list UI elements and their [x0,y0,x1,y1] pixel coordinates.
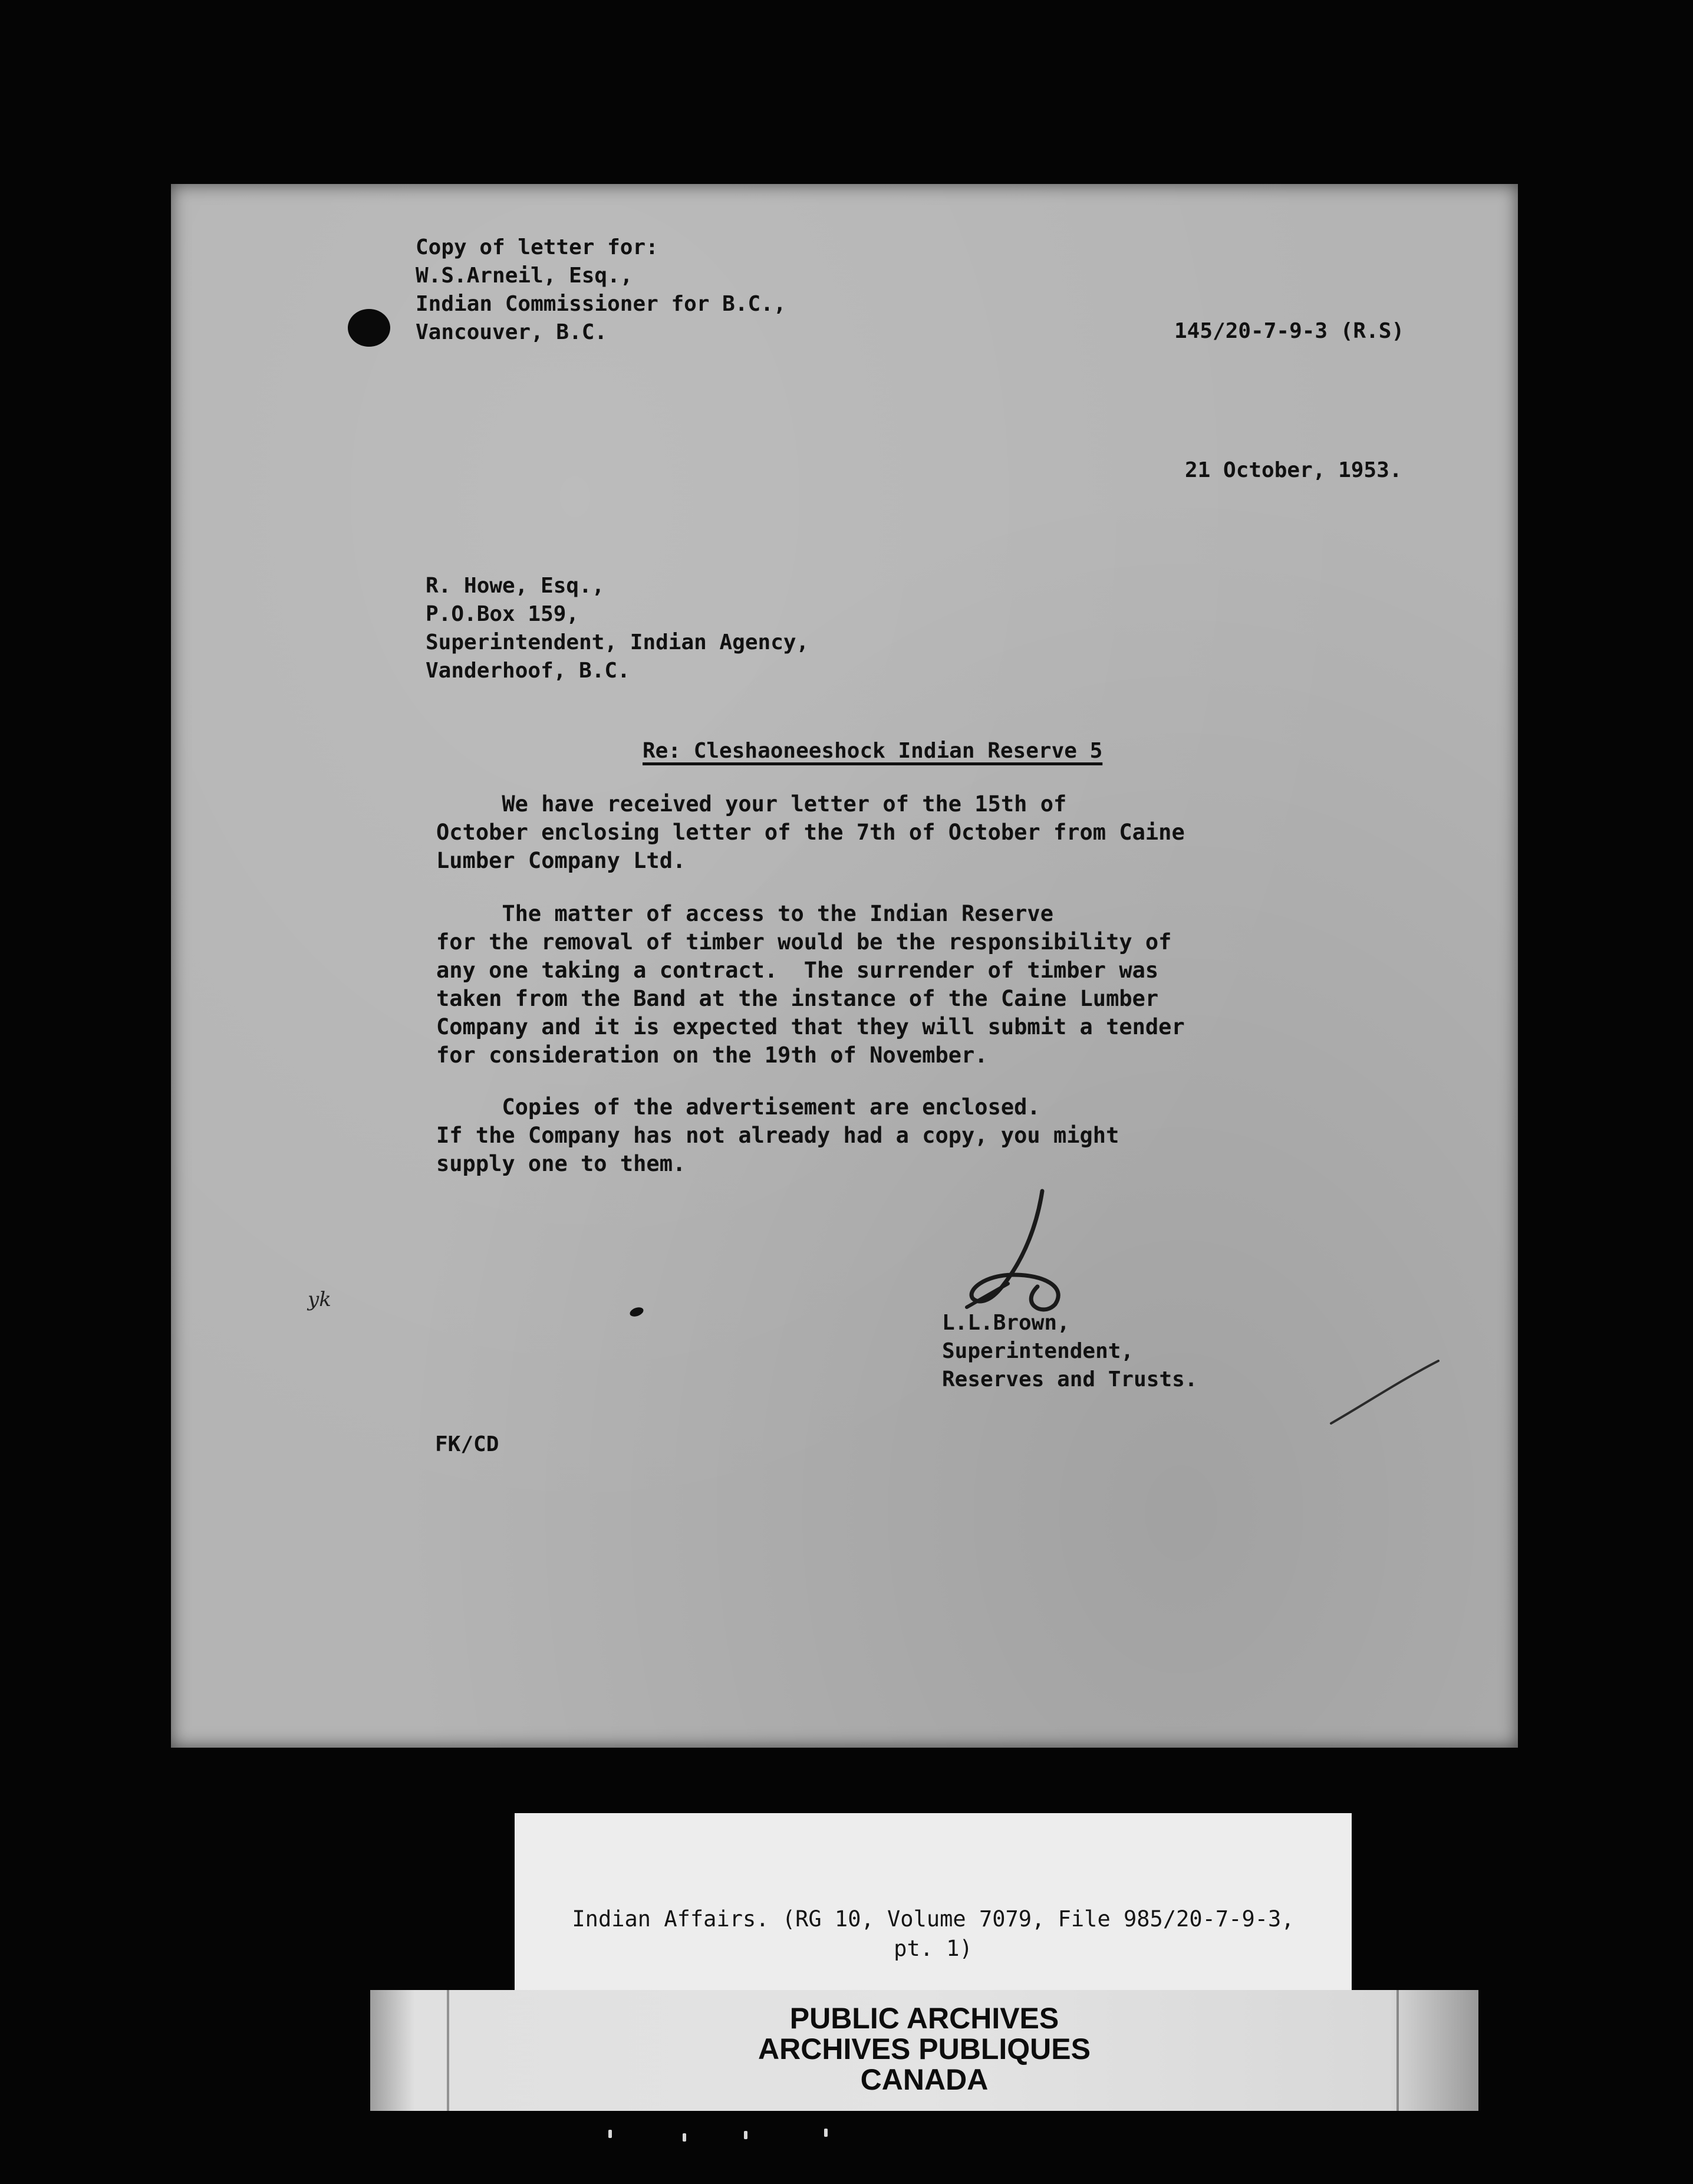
archive-line: ARCHIVES PUBLIQUES [758,2032,1091,2065]
recipient-line: P.O.Box 159, [426,602,579,626]
copy-header [416,233,786,347]
paragraph-line: supply one to them. [436,1151,686,1176]
archive-line: PUBLIC ARCHIVES [789,2002,1059,2035]
pen-stroke [1329,1357,1441,1428]
paragraph-1 [436,790,1185,875]
paragraph-line: Lumber Company Ltd. [436,848,686,873]
copy-header-line: Vancouver, B.C. [416,320,608,344]
copy-header-line: W.S.Arneil, Esq., [416,264,633,288]
handwritten-signature [955,1186,1096,1322]
recipient-line: Vanderhoof, B.C. [426,659,630,683]
paragraph-line: taken from the Band at the instance of the Caine Lumber [436,986,1159,1011]
margin-initials: yk [308,1288,331,1311]
paragraph-line: for consideration on the 19th of November. [436,1042,988,1068]
paragraph-2 [436,900,1185,1070]
paragraph-line: for the removal of timber would be the responsibility of [436,929,1172,955]
film-speck [683,2133,686,2142]
archive-line: CANADA [860,2063,989,2096]
paragraph-line: any one taking a contract. The surrender of timber was [436,958,1159,983]
paragraph-line: Copies of the advertisement are enclosed. [436,1094,1040,1120]
subject-line: Re: Cleshaoneeshock Indian Reserve 5 [643,739,1103,763]
copy-header-line: Copy of letter for: [416,235,658,259]
ink-dot [628,1305,644,1318]
paragraph-3 [436,1093,1119,1178]
letter-date: 21 October, 1953. [1185,458,1402,482]
paragraph-line: We have received your letter of the 15th of [436,791,1067,817]
recipient-line: R. Howe, Esq., [426,574,605,598]
citation-card [515,1813,1352,1990]
recipient-address [426,572,809,685]
citation-text: Indian Affairs. (RG 10, Volume 7079, File 985/20-7-9-3, pt. 1) [572,1906,1295,1961]
signature-line: Reserves and Trusts. [942,1367,1198,1392]
file-reference: 145/20-7-9-3 (R.S) [1174,319,1405,343]
film-speck [744,2131,747,2139]
paragraph-line: Company and it is expected that they will submit a tender [436,1014,1185,1040]
letter-sheet [171,184,1518,1748]
archive-title [370,2003,1478,2095]
recipient-line: Superintendent, Indian Agency, [426,630,809,654]
paragraph-line: October enclosing letter of the 7th of October from Caine [436,820,1185,845]
signature-line: L.L.Brown, [942,1311,1070,1335]
film-speck [608,2130,612,2138]
paragraph-line: The matter of access to the Indian Reserve [436,901,1053,926]
paragraph-line: If the Company has not already had a copy, you might [436,1123,1119,1148]
ink-blot [348,309,390,347]
archive-label [370,1990,1478,2111]
signature-line: Superintendent, [942,1339,1134,1363]
film-speck [824,2129,828,2137]
signature-block [942,1309,1197,1394]
copy-header-line: Indian Commissioner for B.C., [416,292,786,316]
typist-initials: FK/CD [435,1432,499,1456]
